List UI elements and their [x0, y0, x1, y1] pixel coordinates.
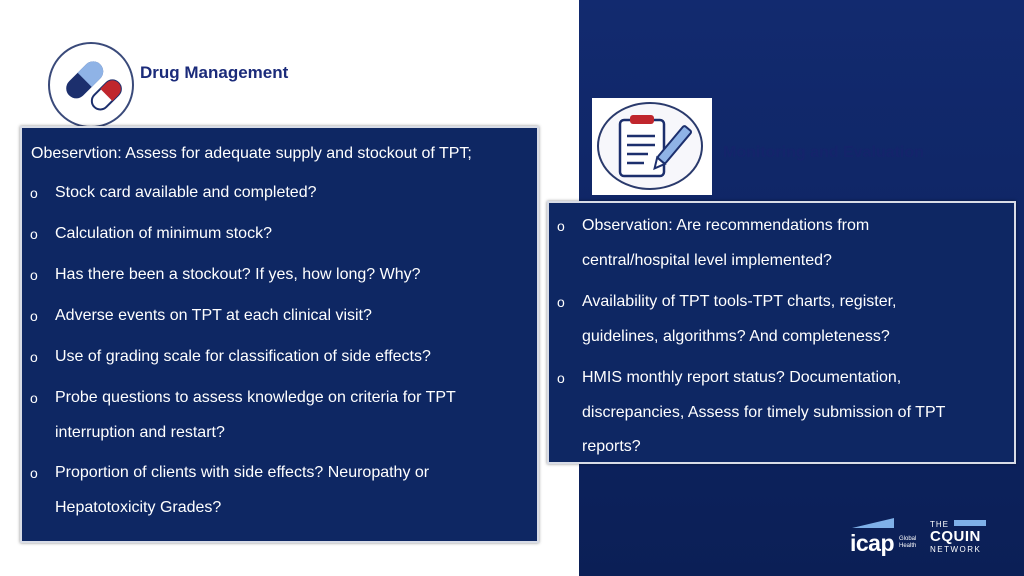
- cquin-the-label: THE: [930, 520, 949, 529]
- list-item: o Probe questions to assess knowledge on criteria for TPT interruption and restart?: [30, 381, 500, 450]
- list-item: o Stock card available and completed?: [30, 176, 530, 211]
- list-item: o Availability of TPT tools-TPT charts, register, guidelines, algorithms? And completeness?: [557, 285, 937, 354]
- list-item: o Observation: Are recommendations from central/hospital level implemented?: [557, 209, 917, 278]
- bullet-icon: o: [30, 185, 38, 201]
- cquin-logo: CQUIN: [930, 528, 981, 545]
- drug-management-heading: Obeservtion: Assess for adequate supply and stockout of TPT;: [31, 145, 472, 162]
- bullet-icon: o: [30, 267, 38, 283]
- footer-logos: [850, 516, 990, 560]
- cquin-network-label: NETWORK: [930, 545, 982, 554]
- bullet-icon: o: [30, 308, 38, 324]
- monitoring-evaluation-box: [547, 201, 1016, 464]
- monitoring-evaluation-title: Monitoring and Evaluation: [723, 144, 924, 161]
- drug-management-title: Drug Management: [140, 63, 289, 82]
- bullet-icon: o: [30, 226, 38, 242]
- clipboard-pencil-icon: [592, 98, 712, 195]
- list-item: o Adverse events on TPT at each clinical visit?: [30, 299, 530, 334]
- bullet-icon: o: [30, 390, 38, 406]
- list-item: o Proportion of clients with side effects? Neuropathy or Hepatotoxicity Grades?: [30, 456, 500, 525]
- list-item: o Use of grading scale for classification of side effects?: [30, 340, 530, 375]
- bullet-icon: o: [557, 294, 565, 310]
- icap-global-health-label: Global Health: [899, 536, 917, 549]
- bullet-icon: o: [557, 218, 565, 234]
- list-item: o Has there been a stockout? If yes, how long? Why?: [30, 258, 530, 293]
- pill-capsule-icon: [48, 42, 134, 128]
- drug-management-box: [20, 126, 539, 543]
- list-item: o HMIS monthly report status? Documentation, discrepancies, Assess for timely submission of TPT reports?: [557, 361, 987, 465]
- list-item: o Calculation of minimum stock?: [30, 217, 530, 252]
- bullet-icon: o: [30, 349, 38, 365]
- icap-logo: icap: [850, 530, 895, 556]
- bullet-icon: o: [557, 370, 565, 386]
- bullet-icon: o: [30, 465, 38, 481]
